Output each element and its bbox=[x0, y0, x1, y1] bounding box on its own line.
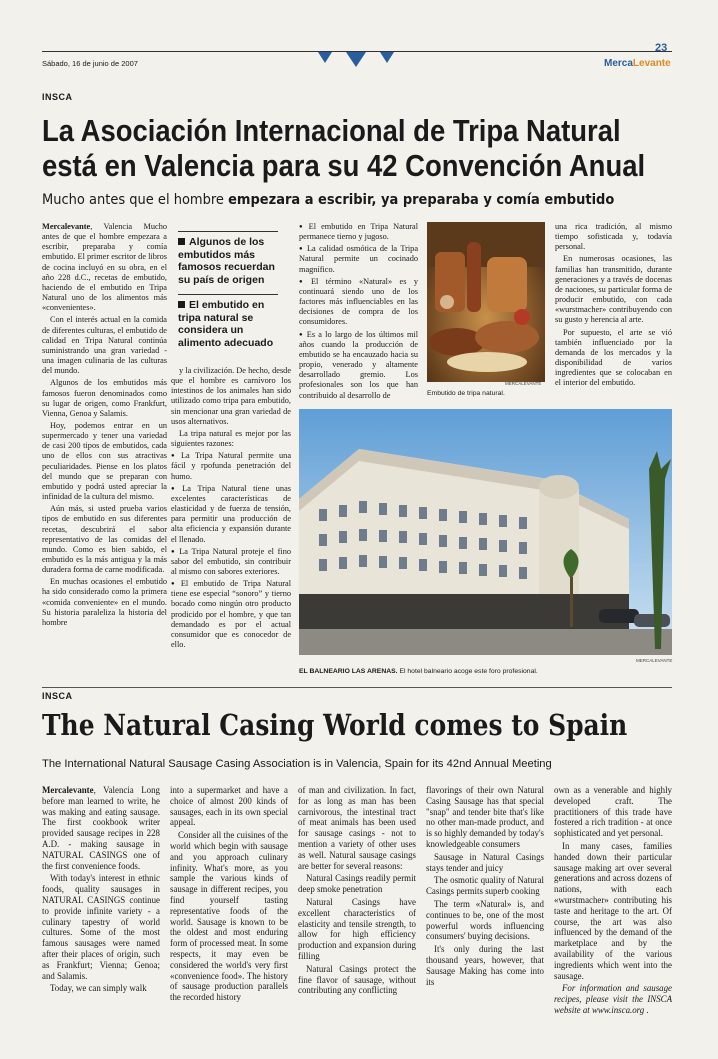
paragraph: ● La Tripa Natural proteje el fino sabor del embutido, sin contribuir al mismo con sabores exteriores. bbox=[171, 547, 291, 577]
en-column-5 bbox=[554, 785, 672, 1018]
photo-caption: EL BALNEARIO LAS ARENAS. El hotel balneario acoge este foro profesional. bbox=[299, 668, 538, 675]
paragraph: ● La Tripa Natural tiene unas excelentes características de elasticidad y de fuerza de tensión, para permitir una producción de alta eficiencia y expansión durante el llenado. bbox=[171, 484, 291, 545]
square-bullet-icon bbox=[178, 238, 185, 245]
section-label: INSCA bbox=[42, 691, 73, 701]
paragraph: In many cases, families handed down their particular sausage making art over several generations and across dozens of nations, with each «wurstmacher» contributing his taste and heritage to the art. Of course, the art was also influenced by the demand of the marketplace and by the availability of the various ingredients which went into the sausage. bbox=[554, 840, 672, 981]
masthead-logo: MercaLevante bbox=[604, 58, 671, 69]
paragraph: flavorings of their own Natural Casing Sausage has that special "snap" and tender bite that's like no other man-made product, and is so highly demanded by today's knowledgeable consumers bbox=[426, 785, 544, 849]
headline-en: The Natural Casing World comes to Spain bbox=[42, 708, 628, 742]
paragraph: Aún más, si usted prueba varios tipos de embutido en sus diferentes recetas, descubrirá el sabor representativo de las comidas del mundo. Como es bien sabido, el embutido es la más antigua y la más duradera forma de carne modificada. bbox=[42, 504, 167, 575]
paragraph: The term «Natural» is, and continues to be, one of the most powerful words influencing consumers' buying decisions. bbox=[426, 898, 544, 942]
photo-caption: Embutido de tripa natural. bbox=[427, 390, 505, 397]
paragraph: It's only during the last thousand years, however, that Sausage Making has come into its bbox=[426, 944, 544, 987]
en-column-2 bbox=[170, 785, 288, 1005]
paragraph: ● Es a lo largo de los últimos mil años cuando la producción de embutido se ha encauzado hacia su propio, venerado y altamente desarrollado gremio. Los profesionales son los que han contribuido al desarrollo de bbox=[299, 330, 418, 401]
section-label: INSCA bbox=[42, 92, 73, 102]
paragraph: Today, we can simply walk bbox=[50, 983, 147, 994]
paragraph: Sausage in Natural Casings stays tender and juicy bbox=[426, 851, 544, 873]
paragraph: For information and sausage recipes, please visit the INSCA website at www.insca.org . bbox=[554, 983, 672, 1015]
es-column-4 bbox=[555, 222, 672, 391]
byline: Mercalevante bbox=[42, 785, 94, 795]
paragraph: With today's interest in ethnic foods, quality sausages in NATURAL CASINGS continue to provide infinite variety - a culinary tapestry of world cultures. Some of the most famous sausages were named after their places of origin, such as Frankfurt; Vienna; Genoa; and Salamis. bbox=[42, 873, 160, 981]
triangle-ornament-icon bbox=[380, 52, 394, 63]
paragraph: The osmotic quality of Natural Casings permits superb cooking bbox=[426, 875, 544, 897]
paragraph: y la civilización. De hecho, desde que el hombre es carnívoro los intestinos de los animales han sido utilizado como tripa para embutido, sin mencionar una gran variedad de usos alternativos. bbox=[171, 366, 291, 426]
paragraph: Mercalevante, Valencia Long before man learned to write, he was making and eating sausage. The first cookbook writer provided sausage recipes in 228 A.D. - making sausage in NATURAL CASINGS one of the first convenience foods. bbox=[42, 785, 160, 871]
section-divider bbox=[42, 687, 672, 688]
sausage-photo bbox=[427, 222, 545, 382]
triangle-ornament-icon bbox=[346, 52, 366, 67]
paragraph: own as a venerable and highly developed craft. The practitioners of this trade have fostered a rich tradition - at once sophisticated and yet personal. bbox=[554, 785, 672, 839]
paragraph: En numerosas ocasiones, las familias han transmitido, durante generaciones y a través de docenas de naciones, su particular forma de producir embutido, con cada «wurstmacher» contribuyendo con su gusto y herencia al arte. bbox=[555, 254, 672, 325]
es-column-3 bbox=[299, 222, 418, 403]
pull-quote: Algunos de los embutidos más famosos recuerdan su país de origen El embutido en tripa natural se considera un alimento adecuado bbox=[178, 231, 278, 349]
issue-date: Sábado, 16 de junio de 2007 bbox=[42, 59, 138, 68]
paragraph: ● La Tripa Natural permite una fácil y rpofunda penetración del humo. bbox=[171, 451, 291, 481]
en-column-1 bbox=[42, 785, 160, 996]
en-column-3 bbox=[298, 785, 416, 998]
paragraph: Con el interés actual en la comida de diferentes culturas, el embutido de calidad en Tripa Natural continúa suministrando una gran variedad -una imagen culinaria de las culturas del mundo. bbox=[42, 315, 167, 376]
headline-es: La Asociación Internacional de Tripa Natural está en Valencia para su 42 Convención Anual bbox=[42, 114, 646, 183]
paragraph: ● El término «Natural» es y continuará siendo uno de los factores más influenciables en las decisiones de compra de los consumidores. bbox=[299, 277, 418, 328]
paragraph: La tripa natural es mejor por las siguientes razones: bbox=[171, 428, 291, 449]
photo-credit: MERCALEVANTE bbox=[505, 381, 542, 386]
es-column-1 bbox=[42, 222, 167, 630]
paragraph: Mercalevante, Valencia Mucho antes de que el hombre empezara a escribir, preparaba y comía embutido. El primer escritor de libros de cocina incluyó en su obra, en el año 228 d.C., recetas de embutido, haciendo de el embutido en Tripa Natural uno de los alimentos más «convenientes». bbox=[42, 222, 167, 313]
paragraph: Algunos de los embutidos más famosos fueron denominados como su lugar de origen, como Frankfurt, Vienna, Genoa y Salamis. bbox=[42, 378, 167, 418]
hotel-photo bbox=[299, 409, 672, 655]
paragraph: Natural Casings readily permit deep smoke penetration bbox=[298, 873, 416, 895]
square-bullet-icon bbox=[178, 301, 185, 308]
paragraph: Consider all the cuisines of the world which begin with sausage and you approach culinary infinity. What's more, as you sample the various kinds of sausage in different recipes, you find yourself tasting representative foods of the world. Sausage is known to be the oldest and most enduring form of processed meat. In some respects, it may even be considered the world's very first «convenience food». The history of sausage production parallels the recorded history bbox=[170, 830, 288, 1003]
paragraph: una rica tradición, al mismo tiempo sofisticada y, todavía personal. bbox=[555, 222, 672, 252]
subheadline-en: The International Natural Sausage Casing Association is in Valencia, Spain for its 42nd Annual Meeting bbox=[42, 758, 552, 770]
paragraph: ● La calidad osmótica de la Tripa Natural permite un cocinado magnífico. bbox=[299, 244, 418, 274]
paragraph: of man and civilization. In fact, for as long as man has been carnivorous, the intestinal tract of meat animals has been used for sausage casings - not to mention a variety of other uses as well. Natural sausage casings are better for several reasons: bbox=[298, 785, 416, 871]
paragraph: Hoy, podemos entrar en un supermercado y tener una variedad de casi 200 tipos de embutidos, cada uno de ellos con sus atractivas peculiaridades. Piense en los platos del mundo que se preparan con embutido y podrá usted apreciar la infinidad de la cultura del mismo. bbox=[42, 420, 167, 502]
paragraph: into a supermarket and have a choice of almost 200 kinds of sausages, each in its own special appeal. bbox=[170, 785, 288, 828]
paragraph: Natural Casings protect the fine flavor of sausage, without contributing any conflicting bbox=[298, 963, 416, 996]
page-number: 23 bbox=[655, 42, 668, 54]
es-column-2 bbox=[171, 366, 291, 652]
paragraph: En muchas ocasiones el embutido ha sido considerado como la primera «comida conveniente» en el mundo. Su historia paraleliza la historia del hombre bbox=[42, 577, 167, 627]
subheadline-es: Mucho antes que el hombre empezara a escribir, ya preparaba y comía embutido bbox=[42, 192, 615, 208]
paragraph: ● El embutido de Tripa Natural tiene ese especial “sonoro” y tierno bocado como ningún otro producto prodicido por el hombre, y que tan demandado es por el actual consumidor que es conocedor de ello. bbox=[171, 579, 291, 650]
paragraph: Por supuesto, el arte se vió también influenciado por la demanda de los mercados y la disponibilidad de varios ingredientes que se colocaban en el interior del embutido. bbox=[555, 327, 672, 388]
paragraph: Natural Casings have excellent characteristics of elasticity and tensile strength, to allow for high efficiency production and expansion during filling bbox=[298, 896, 416, 961]
photo-credit: MERCALEVANTE bbox=[636, 658, 673, 663]
triangle-ornament-icon bbox=[318, 52, 332, 63]
byline: Mercalevante bbox=[42, 222, 91, 231]
paragraph: ● El embutido en Tripa Natural permanece tierno y jugoso. bbox=[299, 222, 418, 242]
en-column-4 bbox=[426, 785, 544, 989]
